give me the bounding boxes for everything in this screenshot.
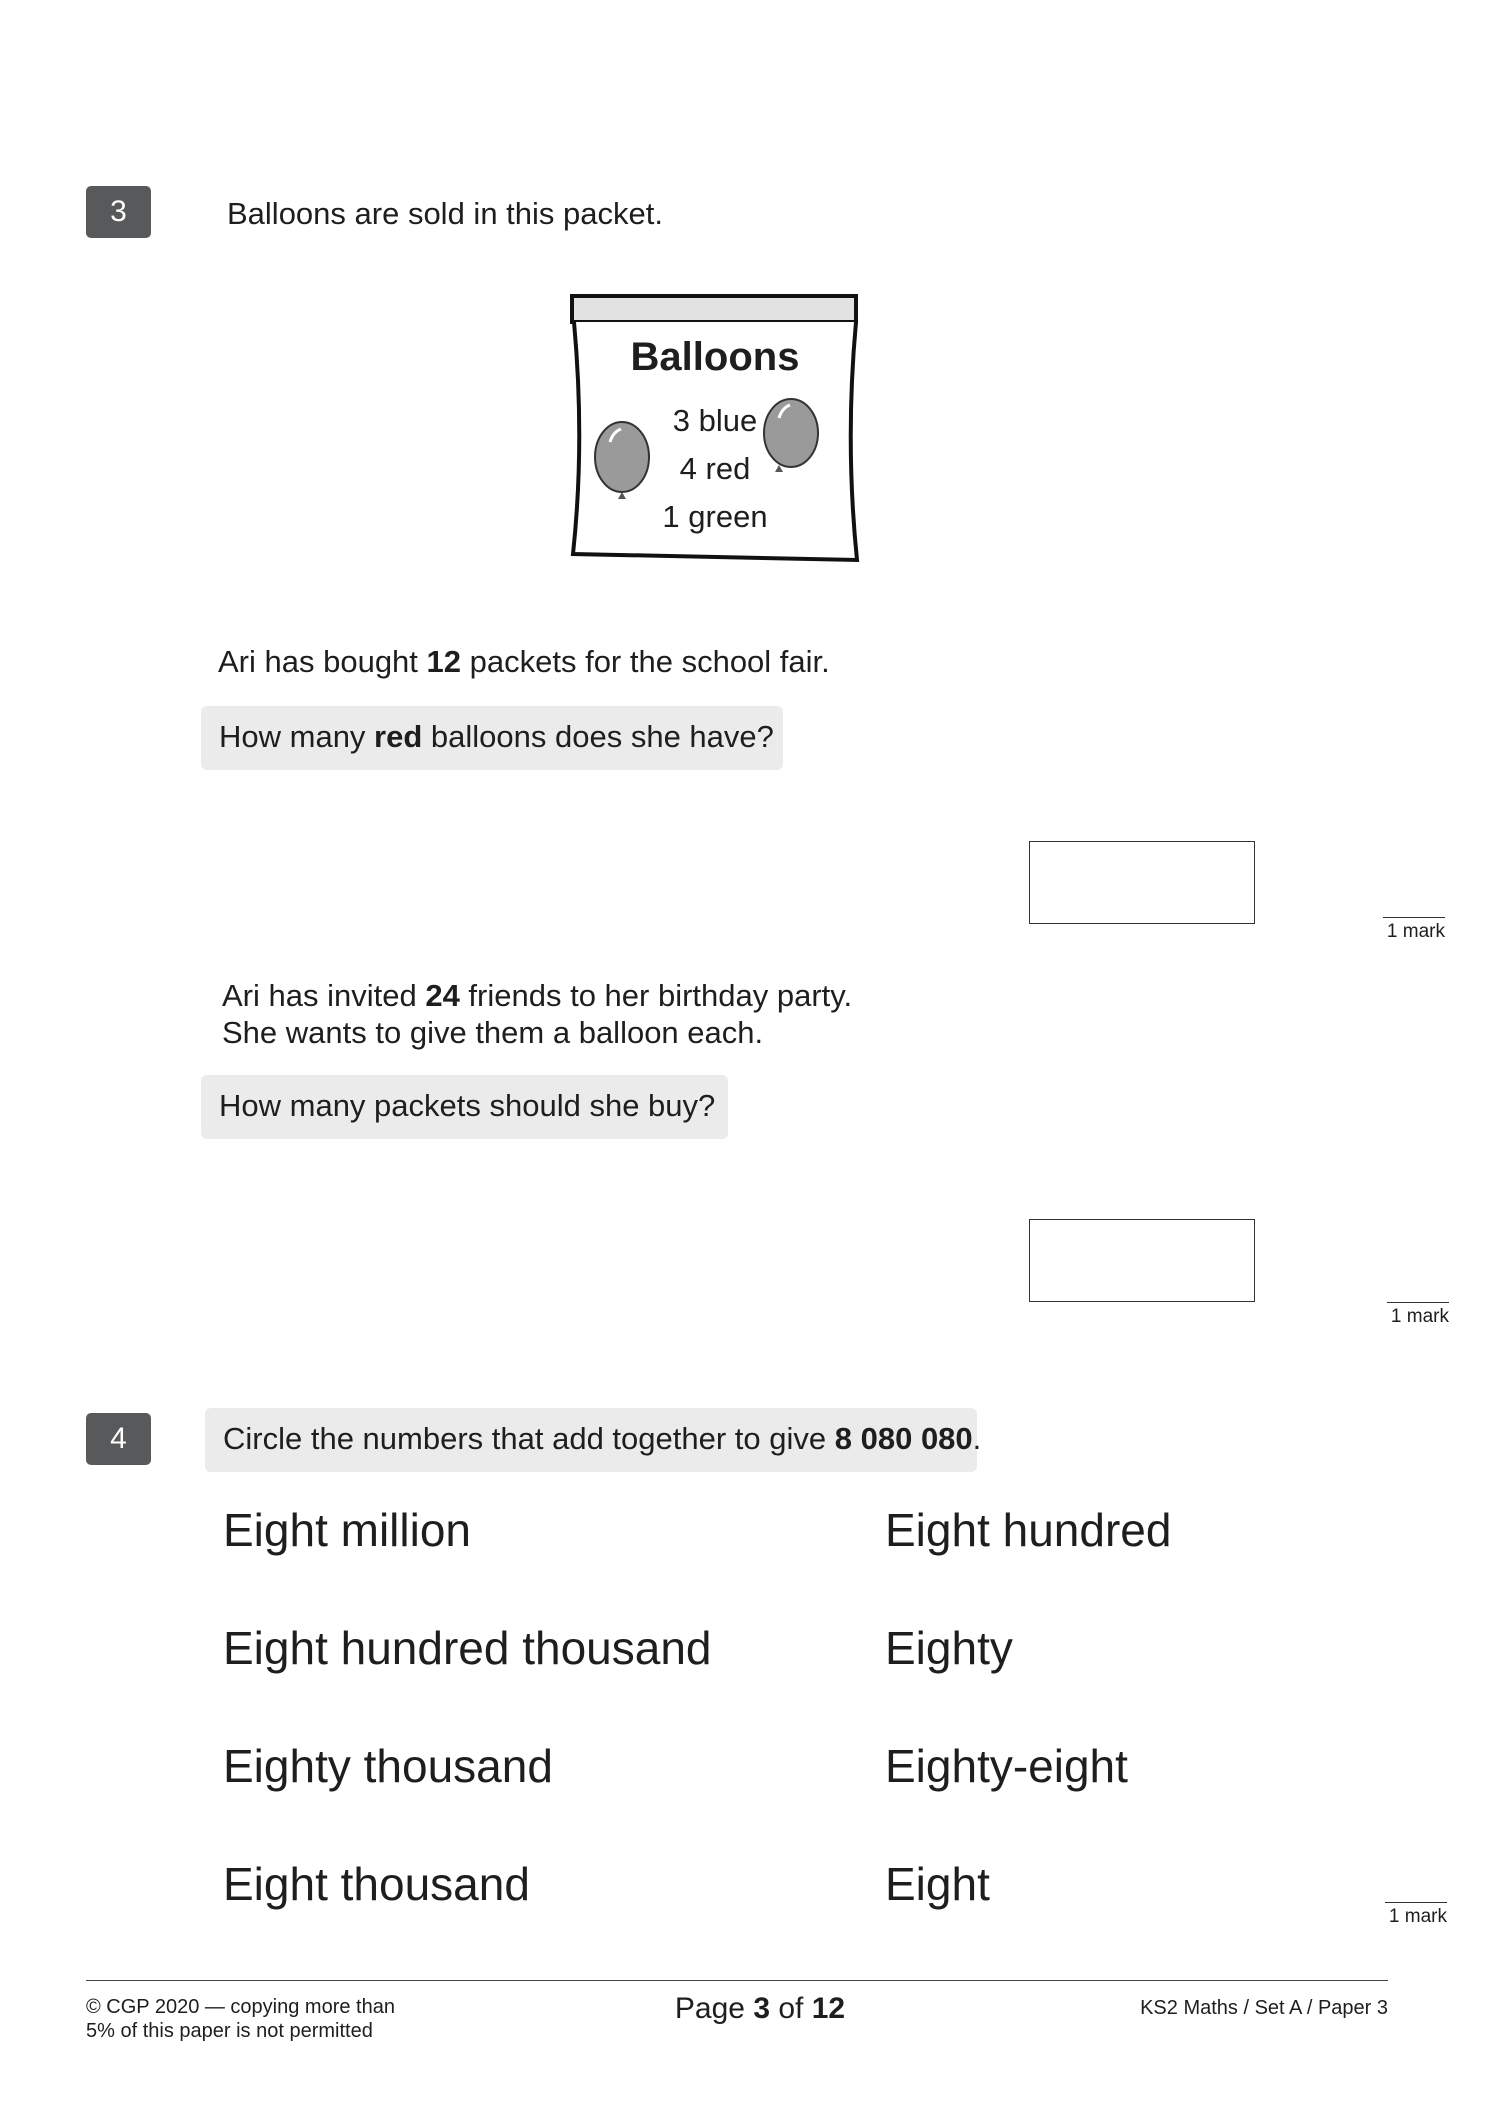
q4-mark: 1 mark: [1385, 1902, 1447, 1928]
q3-part2-question-panel: [201, 1075, 728, 1139]
footer-copyright-line1: © CGP 2020 — copying more than: [86, 1996, 395, 2018]
q3-part1-question-panel: [201, 706, 783, 770]
q3-part1-question: How many red balloons does she have?: [219, 719, 774, 754]
q4-question: Circle the numbers that add together to give 8 080 080.: [223, 1421, 982, 1456]
q3-part2-line1: Ari has invited 24 friends to her birthday party.: [222, 978, 853, 1013]
footer-page-number: Page 3 of 12: [674, 1992, 846, 2025]
q4-option-eight-thousand[interactable]: Eight thousand: [223, 1858, 530, 1910]
q4-option-eight[interactable]: Eight: [885, 1858, 990, 1910]
footer-paper-ref: KS2 Maths / Set A / Paper 3: [1140, 1997, 1388, 2019]
footer-copyright-line2: 5% of this paper is not permitted: [86, 2020, 373, 2042]
q3-part2-line2: She wants to give them a balloon each.: [222, 1015, 764, 1050]
q4-option-eight-hundred[interactable]: Eight hundred: [885, 1504, 1172, 1556]
footer-divider: [86, 1980, 1388, 1981]
packet-line-blue: 3 blue: [672, 403, 758, 438]
q3-intro: Balloons are sold in this packet.: [227, 196, 663, 231]
question-number-4: 4: [86, 1413, 151, 1465]
q4-option-eighty-thousand[interactable]: Eighty thousand: [223, 1740, 553, 1792]
q3-part2-answer-box[interactable]: [1029, 1219, 1255, 1302]
q4-option-eighty-eight[interactable]: Eighty-eight: [885, 1740, 1128, 1792]
packet-line-green: 1 green: [662, 499, 768, 534]
packet-line-red: 4 red: [679, 451, 751, 486]
packet-title: Balloons: [630, 335, 800, 379]
q3-part2-mark: 1 mark: [1387, 1302, 1449, 1328]
q4-option-eight-million[interactable]: Eight million: [223, 1504, 471, 1556]
question-number-3: 3: [86, 186, 151, 238]
q3-part1-statement: Ari has bought 12 packets for the school fair.: [218, 644, 830, 679]
q4-option-eighty[interactable]: Eighty: [885, 1622, 1013, 1674]
q4-question-panel: [205, 1408, 982, 1472]
q3-part1-answer-box[interactable]: [1029, 841, 1255, 924]
q3-part1-mark: 1 mark: [1383, 917, 1445, 943]
q4-option-eight-hundred-thousand[interactable]: Eight hundred thousand: [223, 1622, 712, 1674]
q3-part2-question: How many packets should she buy?: [219, 1088, 716, 1123]
